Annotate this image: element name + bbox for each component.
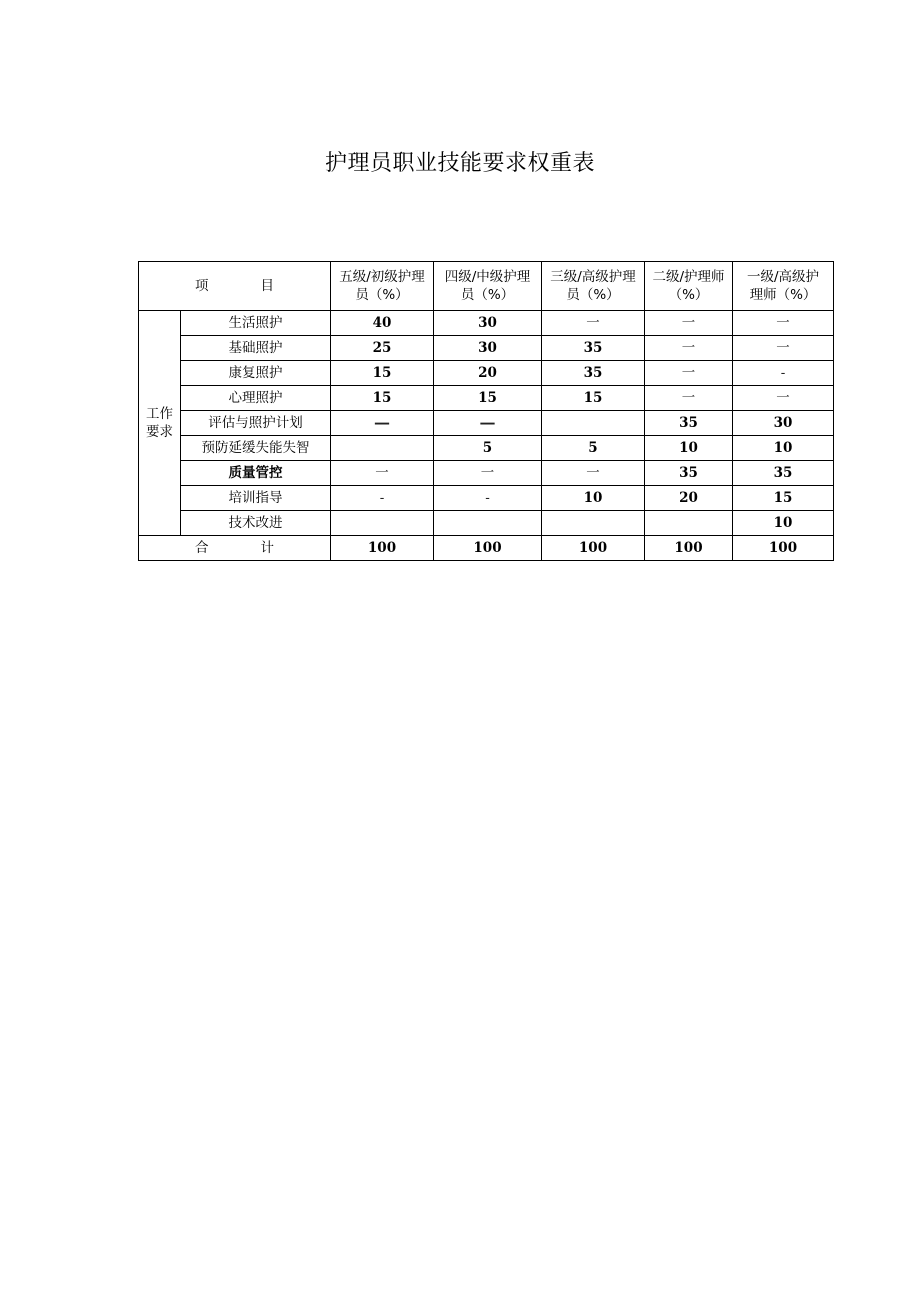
weight-cell: 25 [331, 336, 434, 361]
weight-cell: 一 [733, 386, 834, 411]
page-title: 护理员职业技能要求权重表 [324, 151, 595, 176]
weight-cell: 一 [434, 461, 542, 486]
column-header: 五级/初级护理 员（%） [331, 262, 434, 311]
column-header: 四级/中级护理 员（%） [434, 262, 542, 311]
row-label: 预防延缓失能失智 [181, 436, 331, 461]
row-label: 生活照护 [181, 311, 331, 336]
weight-cell: 一 [645, 311, 733, 336]
weight-cell: 30 [733, 411, 834, 436]
weight-cell: 30 [434, 311, 542, 336]
weight-cell [331, 511, 434, 536]
weight-cell [645, 511, 733, 536]
table-row [139, 461, 834, 486]
total-cell: 100 [542, 536, 645, 561]
total-row [139, 536, 834, 561]
table-row [139, 361, 834, 386]
row-label: 康复照护 [181, 361, 331, 386]
weight-cell: 20 [645, 486, 733, 511]
weight-cell: — [434, 411, 542, 436]
row-label: 基础照护 [181, 336, 331, 361]
weight-cell: 一 [733, 311, 834, 336]
weight-cell: 20 [434, 361, 542, 386]
weight-cell: 10 [733, 436, 834, 461]
row-label: 质量管控 [181, 461, 331, 486]
weight-cell: - [331, 486, 434, 511]
table-row [139, 311, 834, 336]
weights-table [138, 261, 834, 561]
table-row [139, 511, 834, 536]
column-header: 一级/高级护 理师（%） [733, 262, 834, 311]
weight-cell: 15 [331, 361, 434, 386]
weight-cell: 35 [645, 461, 733, 486]
weight-cell: 35 [645, 411, 733, 436]
weight-cell [434, 511, 542, 536]
row-label: 心理照护 [181, 386, 331, 411]
weight-cell: 一 [645, 336, 733, 361]
weight-cell: 30 [434, 336, 542, 361]
weight-cell: 35 [542, 336, 645, 361]
weight-cell: 40 [331, 311, 434, 336]
total-cell: 100 [331, 536, 434, 561]
weight-cell: — [331, 411, 434, 436]
table-row [139, 386, 834, 411]
total-cell: 100 [434, 536, 542, 561]
weight-cell: 10 [733, 511, 834, 536]
row-label: 评估与照护计划 [181, 411, 331, 436]
weight-cell: - [434, 486, 542, 511]
table-row [139, 411, 834, 436]
weight-cell: 15 [542, 386, 645, 411]
weight-cell: 10 [645, 436, 733, 461]
weight-cell: 35 [542, 361, 645, 386]
weight-cell: 一 [542, 311, 645, 336]
table-row [139, 486, 834, 511]
weight-cell: 一 [645, 361, 733, 386]
weight-cell: 10 [542, 486, 645, 511]
category-cell: 工作 要求 [139, 311, 181, 536]
total-label: 合 计 [139, 536, 331, 561]
weight-cell: 15 [331, 386, 434, 411]
total-cell: 100 [645, 536, 733, 561]
column-header: 三级/高级护理 员（%） [542, 262, 645, 311]
weight-cell: 一 [733, 336, 834, 361]
row-label: 技术改进 [181, 511, 331, 536]
table-row [139, 336, 834, 361]
weight-cell: 15 [733, 486, 834, 511]
item-header: 项 目 [139, 262, 331, 311]
weight-cell: 一 [542, 461, 645, 486]
weight-cell: 5 [542, 436, 645, 461]
column-header: 二级/护理师 （%） [645, 262, 733, 311]
weight-cell: 15 [434, 386, 542, 411]
weight-cell [331, 436, 434, 461]
weight-cell [542, 411, 645, 436]
weight-cell: 5 [434, 436, 542, 461]
row-label: 培训指导 [181, 486, 331, 511]
header-row [139, 262, 834, 311]
weight-cell: 一 [331, 461, 434, 486]
weight-cell: 一 [645, 386, 733, 411]
weight-cell [542, 511, 645, 536]
table-row [139, 436, 834, 461]
weight-cell: 35 [733, 461, 834, 486]
weight-cell: - [733, 361, 834, 386]
total-cell: 100 [733, 536, 834, 561]
